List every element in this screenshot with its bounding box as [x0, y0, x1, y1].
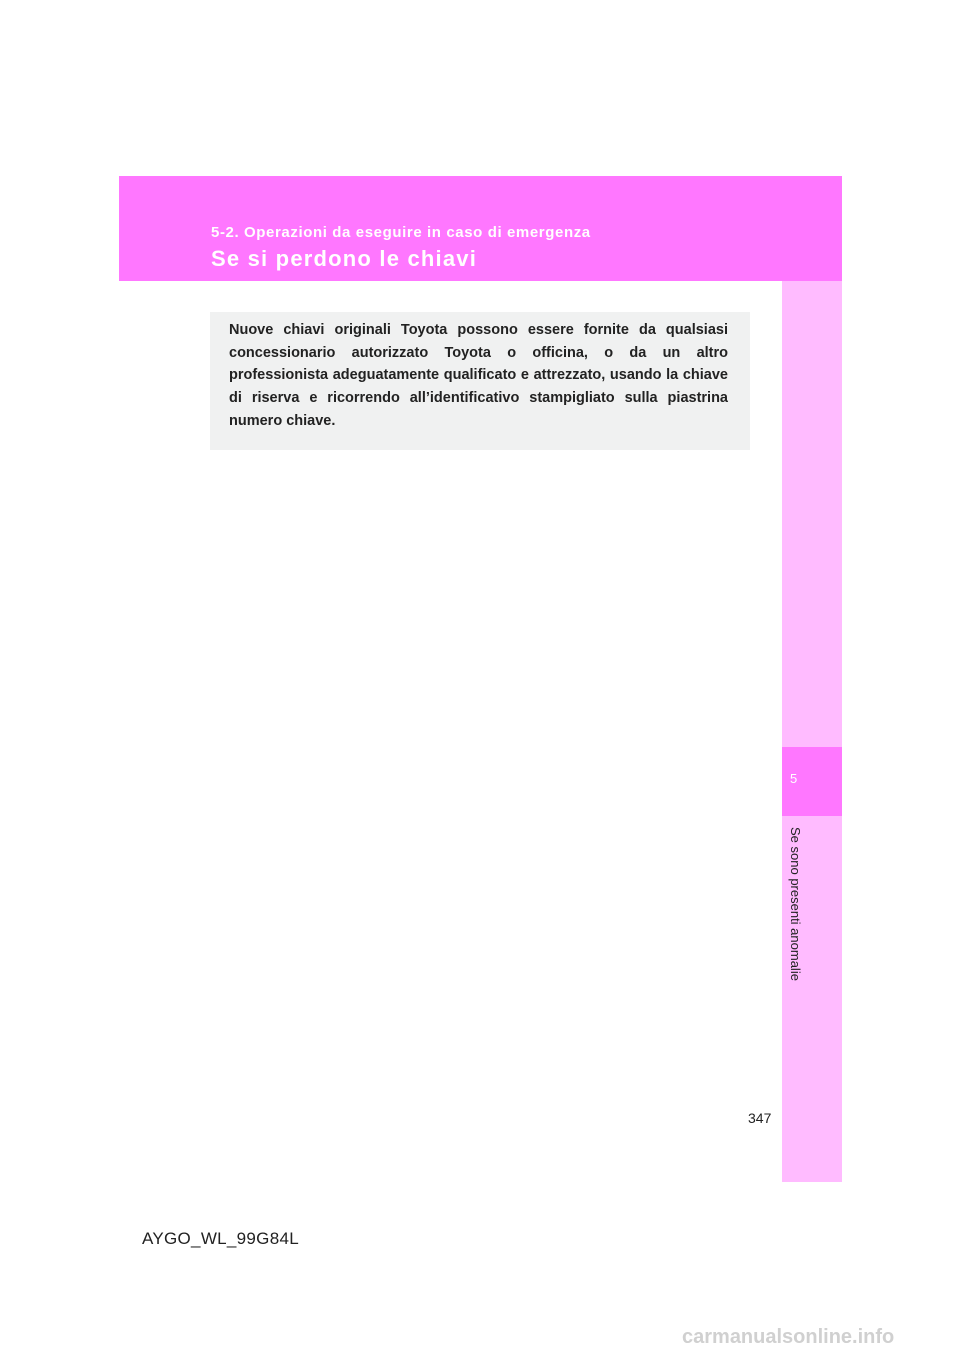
- chapter-number: 5: [790, 771, 798, 786]
- header-band: [119, 176, 842, 281]
- chapter-side-tab: [782, 281, 842, 1182]
- page-number: 347: [748, 1110, 772, 1126]
- note-box: [210, 312, 750, 450]
- document-code: AYGO_WL_99G84L: [142, 1229, 299, 1248]
- note-text: Nuove chiavi originali Toyota possono essere fornite da qualsiasi concessionario autorizzato Toyota o officina, o da un altro professionista adeguatamente qualificato e attrezzato, usando la chiave di riserva e ricorrendo all’identificativo stampigliato sulla piastrina numero chiave.: [229, 322, 728, 429]
- chapter-number-block: [782, 747, 842, 816]
- section-label: 5-2. Operazioni da eseguire in caso di emergenza: [211, 224, 591, 241]
- chapter-title: Se sono presenti anomalie: [788, 827, 803, 981]
- watermark: carmanualsonline.info: [682, 1326, 895, 1348]
- page-title: Se si perdono le chiavi: [211, 246, 478, 271]
